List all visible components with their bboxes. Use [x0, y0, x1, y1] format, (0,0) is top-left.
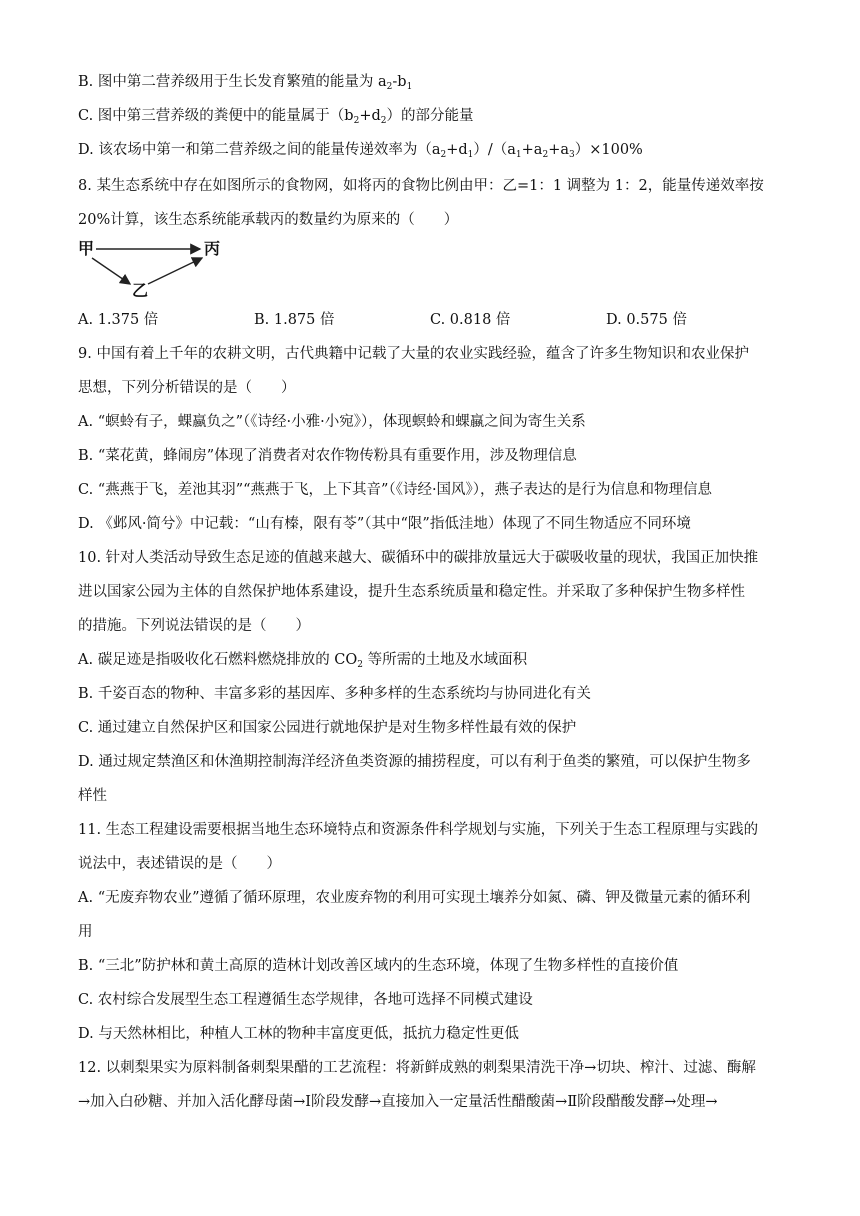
q10-stem-line-2: 进以国家公园为主体的自然保护地体系建设，提升生态系统质量和稳定性。并采取了多种保护生物多样性: [78, 584, 745, 600]
q11-option-c: C. 农村综合发展型生态工程遵循生态学规律，各地可选择不同模式建设: [78, 992, 533, 1008]
q12-stem-line-2: →加入白砂糖、并加入活化酵母菌→Ⅰ阶段发酵→直接加入一定量活性醋酸菌→Ⅱ阶段醋酸发酵→处理→: [78, 1094, 718, 1110]
node-jia: 甲: [78, 239, 95, 258]
q8-stem-line-2: 20%计算，该生态系统能承载丙的数量约为原来的（ ）: [78, 212, 459, 228]
q8-option-a: A. 1.375 倍: [78, 312, 159, 328]
q10-option-a: A. 碳足迹是指吸收化石燃料燃烧排放的 $CO_2$ 等所需的土地及水域面积: [78, 652, 528, 670]
q10-option-d-line-2: 样性: [78, 788, 107, 804]
q7-option-b: B. 图中第二营养级用于生长发育繁殖的能量为 $a_2-b_1$: [78, 74, 413, 92]
q7-option-d: D. 该农场中第一和第二营养级之间的能量传递效率为$(a_2+d_1)/(a_1+a_2+a_3)\times 100\%$: [78, 142, 643, 160]
q8-option-d: D. 0.575 倍: [606, 312, 687, 328]
q11-option-a-line-1: A. “无废弃物农业”遵循了循环原理，农业废弃物的利用可实现土壤养分如氮、磷、钾及微量元素的循环利: [78, 890, 751, 906]
arrow-jia-to-yi: [92, 258, 130, 284]
q11-stem-line-2: 说法中，表述错误的是（ ）: [78, 856, 281, 872]
node-yi: 乙: [132, 281, 149, 300]
q11-option-d: D. 与天然林相比，种植人工林的物种丰富度更低，抵抗力稳定性更低: [78, 1026, 519, 1042]
q10-option-d-line-1: D. 通过规定禁渔区和休渔期控制海洋经济鱼类资源的捕捞程度，可以有利于鱼类的繁殖，可以保护生物多: [78, 754, 751, 770]
q11-option-b: B. “三北”防护林和黄土高原的造林计划改善区域内的生态环境，体现了生物多样性的直接价值: [78, 958, 679, 974]
q9-option-b: B. “菜花黄，蜂闹房”体现了消费者对农作物传粉具有重要作用，涉及物理信息: [78, 448, 577, 464]
q9-option-a: A. “螟蛉有子，蜾蠃负之”（《诗经·小雅·小宛》），体现螟蛉和蜾蠃之间为寄生关系: [78, 414, 586, 430]
food-web-diagram: [78, 238, 238, 302]
q10-stem-line-1: 10. 针对人类活动导致生态足迹的值越来越大、碳循环中的碳排放量远大于碳吸收量的现状，我国正加快推: [78, 550, 759, 566]
q8-stem-line-1: 8. 某生态系统中存在如图所示的食物网，如将丙的食物比例由甲：乙=1：1 调整为 1：2，能量传递效率按: [78, 178, 764, 194]
arrow-yi-to-bing: [148, 258, 202, 284]
q10-option-c: C. 通过建立自然保护区和国家公园进行就地保护是对生物多样性最有效的保护: [78, 720, 577, 736]
q10-option-b: B. 千姿百态的物种、丰富多彩的基因库、多种多样的生态系统均与协同进化有关: [78, 686, 591, 702]
q7-option-c: C. 图中第三营养级的粪便中的能量属于$(b_2+d_2)$的部分能量: [78, 108, 474, 126]
q11-stem-line-1: 11. 生态工程建设需要根据当地生态环境特点和资源条件科学规划与实施，下列关于生态工程原理与实践的: [78, 822, 759, 838]
q9-option-c: C. “燕燕于飞，差池其羽”“燕燕于飞，上下其音”（《诗经·国风》），燕子表达的是行为信息和物理信息: [78, 482, 713, 498]
q12-stem-line-1: 12. 以刺梨果实为原料制备刺梨果醋的工艺流程：将新鲜成熟的刺梨果清洗干净→切块、榨汁、过滤、酶解: [78, 1060, 756, 1076]
node-bing: 丙: [204, 239, 221, 258]
q9-option-d: D. 《邺风·简兮》中记载：“山有榛，限有苓”（其中“限”指低洼地）体现了不同生物适应不同环境: [78, 516, 691, 532]
q10-stem-line-3: 的措施。下列说法错误的是（ ）: [78, 618, 310, 634]
q9-stem-line-2: 思想，下列分析错误的是（ ）: [78, 380, 296, 396]
q8-option-c: C. 0.818 倍: [430, 312, 511, 328]
q9-stem-line-1: 9. 中国有着上千年的农耕文明，古代典籍中记载了大量的农业实践经验，蕴含了许多生物知识和农业保护: [78, 346, 749, 362]
q8-option-b: B. 1.875 倍: [254, 312, 335, 328]
q11-option-a-line-2: 用: [78, 924, 93, 940]
q8-options: [78, 310, 778, 330]
